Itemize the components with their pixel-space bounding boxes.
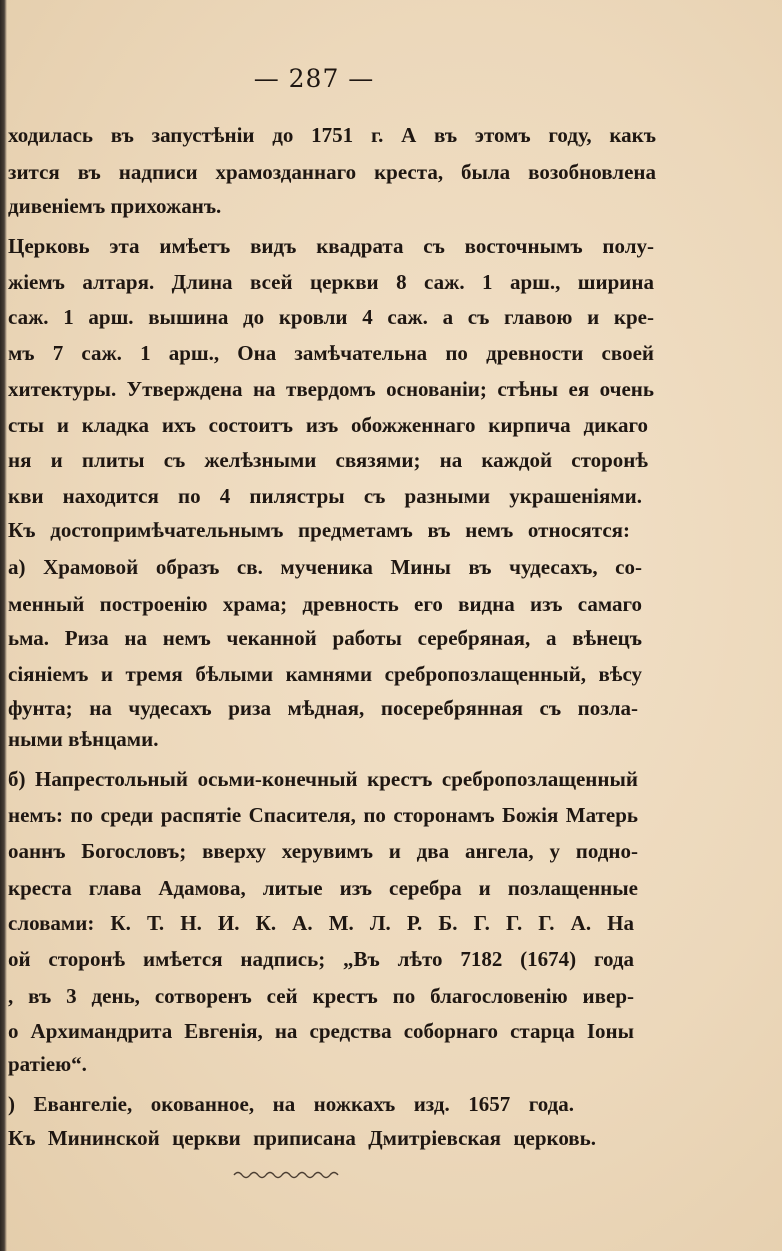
text-line: сты и кладка ихъ состоитъ изъ обожженнаго кирпича дикаго <box>8 413 648 437</box>
text-line: мъ 7 саж. 1 арш., Она замѣчательна по древности своей <box>8 341 654 365</box>
text-line: сіяніемъ и тремя бѣлыми камнями сребропозлащенный, вѣсу <box>8 662 642 686</box>
text-line: а) Храмовой образъ св. мученика Мины въ чудесахъ, со- <box>8 555 642 579</box>
text-line: ными вѣнцами. <box>8 727 159 751</box>
text-line: зится въ надписи храмозданнаго креста, была возобновлена <box>8 160 656 184</box>
text-line: ьма. Риза на немъ чеканной работы серебряная, а вѣнецъ <box>8 626 642 650</box>
text-line: фунта; на чудесахъ риза мѣдная, посеребрянная съ позла- <box>8 696 638 720</box>
text-line: б) Напрестольный осьми-конечный крестъ сребропозлащенный <box>8 767 638 791</box>
text-line: хитектуры. Утверждена на твердомъ основаніи; стѣны ея очень <box>8 377 654 401</box>
text-line: менный построенію храма; древность его видна изъ самаго <box>8 592 642 616</box>
page-number: — 287 — <box>253 64 375 93</box>
text-line: Къ Мининской церкви приписана Дмитріевская церковь. <box>8 1126 596 1150</box>
text-line: , въ 3 день, сотворенъ сей крестъ по благословенію ивер- <box>8 984 634 1008</box>
text-line: креста глава Адамова, литые изъ серебра и позлащенные <box>8 876 638 900</box>
text-line: ня и плиты съ желѣзными связями; на каждой сторонѣ <box>8 448 648 472</box>
text-line: словами: К. Т. Н. И. К. А. М. Л. Р. Б. Г. Г. Г. А. На <box>8 911 634 935</box>
ornamental-divider <box>232 1168 344 1182</box>
text-line: дивеніемъ прихожанъ. <box>8 194 222 218</box>
text-line: немъ: по среди распятіе Спасителя, по сторонамъ Божія Матерь <box>8 803 638 827</box>
text-line: кви находится по 4 пилястры съ разными украшеніями. <box>8 484 642 508</box>
text-line: ходилась въ запустѣніи до 1751 г. А въ этомъ году, какъ <box>8 123 656 147</box>
text-line: ратіею“. <box>8 1052 87 1076</box>
text-line: о Архимандрита Евгенія, на средства соборнаго старца Іоны <box>8 1019 634 1043</box>
book-spine-edge <box>0 0 7 1251</box>
text-line: оаннъ Богословъ; вверху херувимъ и два ангела, у подно- <box>8 839 638 863</box>
text-line: Церковь эта имѣетъ видъ квадрата съ восточнымъ полу- <box>8 234 654 258</box>
text-line: жіемъ алтаря. Длина всей церкви 8 саж. 1 арш., ширина <box>8 270 654 294</box>
text-line: ) Евангеліе, окованное, на ножкахъ изд. 1657 года. <box>8 1092 574 1116</box>
text-line: саж. 1 арш. вышина до кровли 4 саж. а съ главою и кре- <box>8 305 654 329</box>
text-line: Къ достопримѣчательнымъ предметамъ въ немъ относятся: <box>8 518 630 542</box>
text-line: ой сторонѣ имѣется надпись; „Въ лѣто 7182 (1674) года <box>8 947 634 971</box>
